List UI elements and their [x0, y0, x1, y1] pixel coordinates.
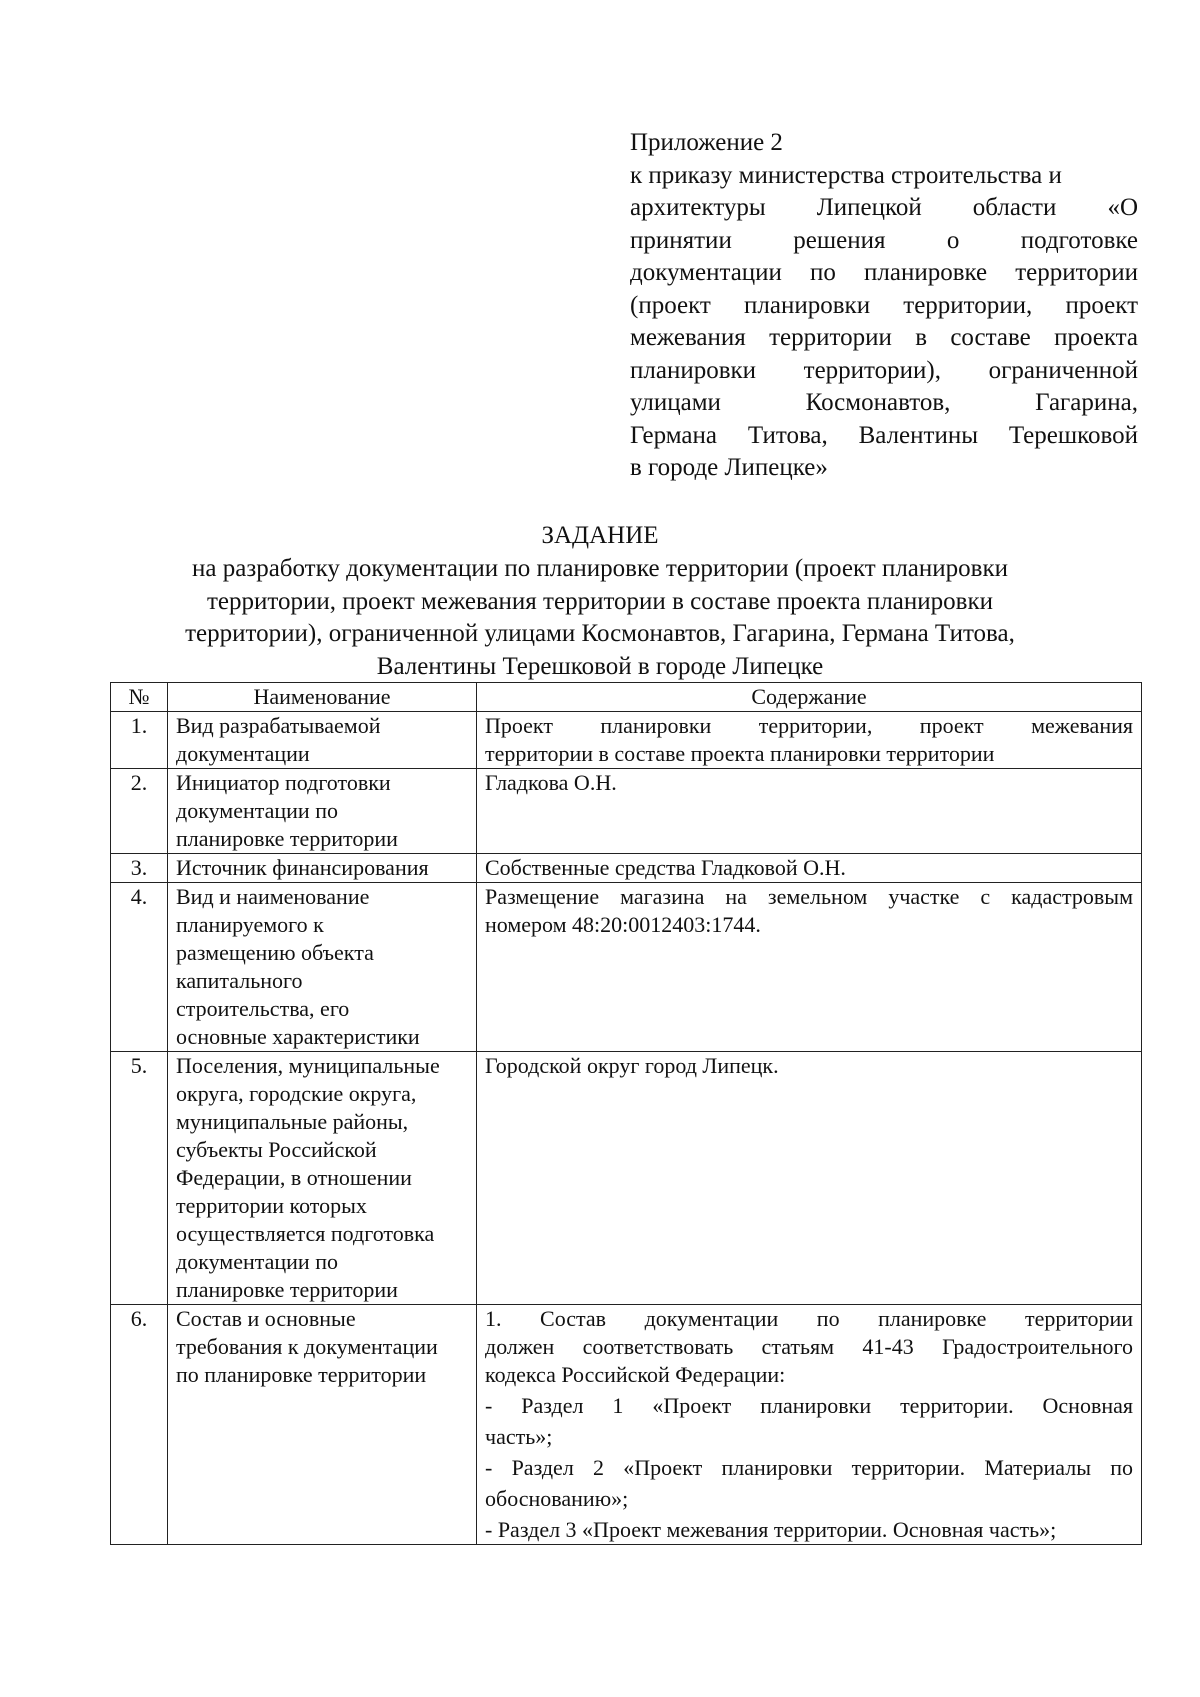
row-content-line: - Раздел 1 «Проект планировки территории. Основная: [485, 1393, 1133, 1418]
row-name-line: Федерации, в отношении: [176, 1165, 412, 1190]
table-row: [111, 769, 1142, 854]
appendix-line: межевания территории в составе проекта: [630, 324, 1138, 351]
row-content: [477, 854, 1142, 883]
row-name-line: Вид разрабатываемой: [176, 713, 381, 738]
row-number: 4.: [111, 883, 168, 1052]
document-title: ЗАДАНИЕ: [541, 522, 659, 549]
row-name-line: планировке территории: [176, 826, 398, 851]
row-name: [168, 854, 477, 883]
appendix-line: улицами Космонавтов, Гагарина,: [630, 389, 1138, 416]
row-content-line: - Раздел 3 «Проект межевания территории. Основная часть»;: [485, 1517, 1057, 1542]
row-content: [477, 883, 1142, 1052]
subtitle-line: территории), ограниченной улицами Космонавтов, Гагарина, Германа Титова,: [185, 620, 1015, 647]
row-name-line: основные характеристики: [176, 1024, 420, 1049]
row-content-line: - Раздел 2 «Проект планировки территории. Материалы по: [485, 1455, 1133, 1480]
appendix-line: документации по планировке территории: [630, 259, 1138, 286]
row-name: [168, 1305, 477, 1545]
subtitle-line: Валентины Терешковой в городе Липецке: [376, 652, 824, 680]
row-name: [168, 1052, 477, 1305]
row-name-line: субъекты Российской: [176, 1137, 377, 1162]
row-name-line: по планировке территории: [176, 1362, 427, 1387]
table-row: [111, 1052, 1142, 1305]
row-name-line: строительства, его: [176, 996, 350, 1021]
row-name-line: территории которых: [176, 1193, 367, 1218]
subtitle-line: на разработку документации по планировке территории (проект планировки: [192, 555, 1008, 582]
row-name-line: осуществляется подготовка: [176, 1221, 435, 1246]
table-row: [111, 1305, 1142, 1545]
appendix-line: (проект планировки территории, проект: [630, 291, 1138, 319]
row-number: 1.: [111, 712, 168, 769]
row-name-line: округа, городские округа,: [176, 1081, 417, 1106]
header-number: №: [111, 683, 168, 712]
row-name-line: планируемого к: [176, 912, 324, 937]
header-content: Содержание: [477, 683, 1142, 712]
appendix-line: планировки территории), ограниченной: [630, 356, 1138, 384]
row-content-line: Размещение магазина на земельном участке с кадастровым: [485, 884, 1133, 909]
row-name-line: капитального: [176, 968, 303, 993]
row-name-line: Поселения, муниципальные: [176, 1053, 440, 1078]
task-table: [110, 682, 1142, 1545]
row-content-line: обоснованию»;: [485, 1486, 629, 1511]
row-number: 2.: [111, 769, 168, 854]
row-content-line: территории в составе проекта планировки территории: [485, 741, 995, 766]
row-name: [168, 712, 477, 769]
row-name-line: размещению объекта: [176, 940, 374, 965]
row-content-line: Собственные средства Гладковой О.Н.: [485, 855, 846, 880]
row-name-line: муниципальные районы,: [176, 1109, 409, 1134]
appendix-line: к приказу министерства строительства и: [630, 161, 1062, 189]
subtitle-line: территории, проект межевания территории в составе проекта планировки: [207, 587, 993, 615]
row-name-line: планировке территории: [176, 1277, 398, 1302]
row-name-line: Источник финансирования: [176, 855, 429, 880]
row-name-line: Состав и основные: [176, 1306, 356, 1331]
row-number: 5.: [111, 1052, 168, 1305]
row-content-line: Гладкова О.Н.: [485, 770, 617, 795]
appendix-block: [630, 127, 1138, 485]
row-name-line: Вид и наименование: [176, 884, 370, 909]
row-name-line: документации по: [176, 798, 338, 823]
row-name: [168, 769, 477, 854]
row-name-line: Инициатор подготовки: [176, 770, 391, 795]
row-content-line: Проект планировки территории, проект межевания: [485, 713, 1133, 738]
row-content-line: Городской округ город Липецк.: [485, 1053, 779, 1078]
row-content-line: 1. Состав документации по планировке территории: [485, 1306, 1133, 1331]
row-number: 6.: [111, 1305, 168, 1545]
row-name-line: документации по: [176, 1249, 338, 1274]
row-name-line: документации: [176, 741, 310, 766]
appendix-line: принятии решения о подготовке: [630, 226, 1138, 254]
row-name: [168, 883, 477, 1052]
row-content-line: должен соответствовать статьям 41-43 Градостроительного: [485, 1334, 1133, 1359]
row-content: [477, 1305, 1142, 1545]
document-subtitle: [120, 553, 1080, 683]
table-row: [111, 854, 1142, 883]
row-content-line: кодекса Российской Федерации:: [485, 1362, 786, 1387]
row-content-line: номером 48:20:0012403:1744.: [485, 912, 761, 937]
table-header-row: [111, 683, 1142, 712]
row-content: [477, 769, 1142, 854]
row-content: [477, 1052, 1142, 1305]
table-row: [111, 712, 1142, 769]
appendix-line: Германа Титова, Валентины Терешковой: [630, 421, 1138, 449]
header-name: Наименование: [168, 683, 477, 712]
row-number: 3.: [111, 854, 168, 883]
row-name-line: требования к документации: [176, 1334, 438, 1359]
appendix-line: архитектуры Липецкой области «О: [630, 194, 1138, 221]
appendix-line: Приложение 2: [630, 129, 783, 156]
row-content-line: часть»;: [485, 1424, 553, 1449]
table-row: [111, 883, 1142, 1052]
row-content: [477, 712, 1142, 769]
appendix-line: в городе Липецке»: [630, 454, 828, 481]
